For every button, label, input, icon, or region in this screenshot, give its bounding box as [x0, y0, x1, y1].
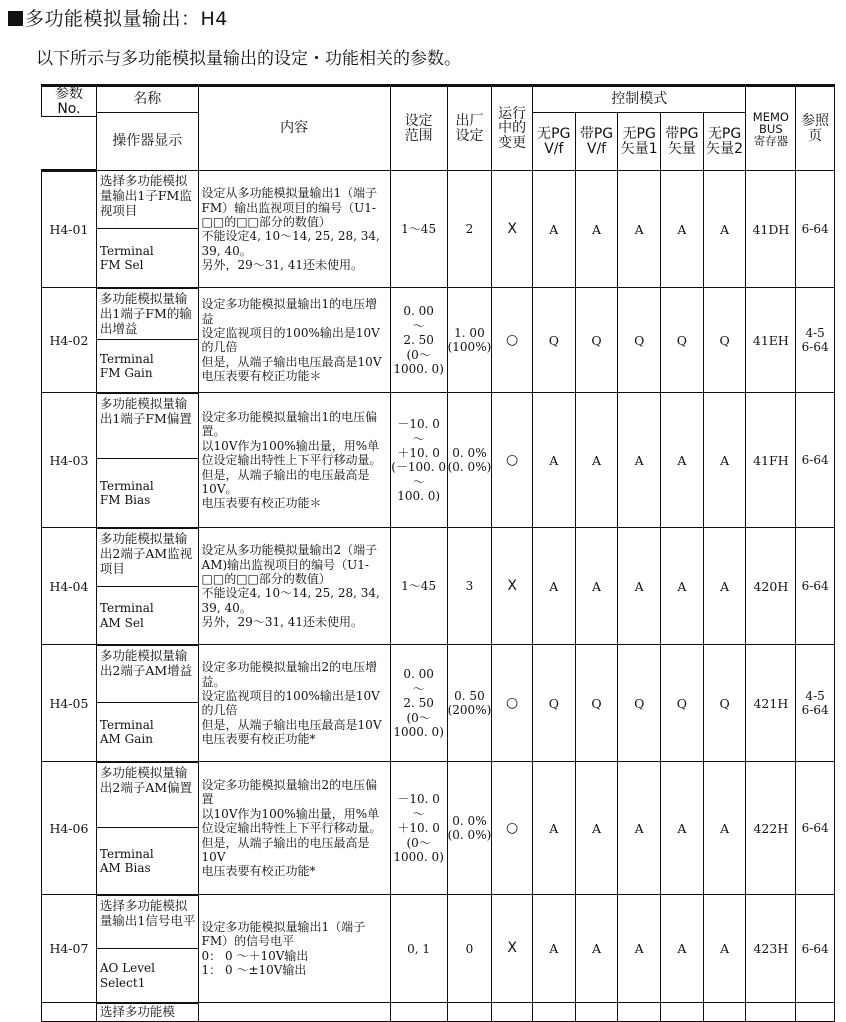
mode-1: Q	[532, 288, 575, 393]
mode-3: A	[618, 528, 661, 645]
mode-4: A	[661, 393, 704, 528]
ref-page: 4-5 6-64	[796, 288, 835, 393]
param-name: 多功能模拟量输出2端子AM监视项目	[96, 528, 198, 587]
mode-4: A	[661, 895, 704, 1003]
param-name-partial: 选择多功能模	[96, 1003, 198, 1022]
param-factory: 0. 50 (200%)	[447, 645, 492, 762]
param-no: H4-07	[42, 895, 97, 1003]
mode-3: A	[618, 171, 661, 288]
param-range: 0. 00 ～ 2. 50 (0～ 1000. 0)	[390, 645, 447, 762]
param-range: 0. 00 ～ 2. 50 (0～ 1000. 0)	[390, 288, 447, 393]
section-title: 多功能模拟量输出：H4	[8, 4, 228, 31]
memobus-register: 420H	[746, 528, 796, 645]
mode-1: Q	[532, 645, 575, 762]
memobus-register: 41FH	[746, 393, 796, 528]
mode-2: Q	[575, 288, 618, 393]
param-change: ○	[492, 645, 533, 762]
operator-display: Terminal AM Sel	[96, 587, 198, 645]
param-name: 多功能模拟量输出2端子AM偏置	[96, 762, 198, 828]
header-content: 内容	[198, 86, 390, 171]
param-change: X	[492, 895, 533, 1003]
param-factory: 0. 0% (0. 0%)	[447, 393, 492, 528]
param-desc: 设定多功能模拟量输出2的电压增益。 设定监视项目的100%输出是10V的几倍 但是，从端子输出电压最高是10V 电压表要有校正功能*	[198, 645, 390, 762]
mode-5: Q	[703, 645, 746, 762]
mode-4: A	[661, 171, 704, 288]
header-mode-4: 带PG 矢量	[661, 113, 704, 171]
param-no: H4-01	[42, 171, 97, 288]
param-factory: 1. 00 (100%)	[447, 288, 492, 393]
mode-2: Q	[575, 645, 618, 762]
mode-5: A	[703, 895, 746, 1003]
operator-display: Terminal AM Bias	[96, 828, 198, 895]
ref-page: 6-64	[796, 171, 835, 288]
param-change: ○	[492, 288, 533, 393]
parameter-table	[41, 84, 835, 1022]
header-mode-1: 无PG V/f	[532, 113, 575, 171]
ref-page: 6-64	[796, 762, 835, 895]
param-name: 选择多功能模拟量输出1信号电平	[96, 895, 198, 949]
header-mode-5: 无PG 矢量2	[703, 113, 746, 171]
mode-1: A	[532, 528, 575, 645]
param-range: 1～45	[390, 171, 447, 288]
mode-2: A	[575, 895, 618, 1003]
mode-2: A	[575, 393, 618, 528]
param-range: 0, 1	[390, 895, 447, 1003]
mode-1: A	[532, 171, 575, 288]
header-mode-3: 无PG 矢量1	[618, 113, 661, 171]
header-name: 名称	[96, 86, 198, 113]
memobus-register: 423H	[746, 895, 796, 1003]
mode-2: A	[575, 528, 618, 645]
param-change: ○	[492, 762, 533, 895]
param-no: H4-04	[42, 528, 97, 645]
param-range: －10. 0 ～ ＋10. 0 (0～ 1000. 0)	[390, 762, 447, 895]
memobus-register: 422H	[746, 762, 796, 895]
mode-3: Q	[618, 288, 661, 393]
operator-display: Terminal FM Bias	[96, 459, 198, 528]
param-no: H4-06	[42, 762, 97, 895]
memobus-register: 41DH	[746, 171, 796, 288]
param-change: X	[492, 528, 533, 645]
mode-1: A	[532, 895, 575, 1003]
param-name: 多功能模拟量输出2端子AM增益	[96, 645, 198, 703]
header-ref: 参照 页	[796, 86, 835, 171]
ref-page: 6-64	[796, 895, 835, 1003]
operator-display: Terminal FM Gain	[96, 340, 198, 393]
param-factory: 0. 0% (0. 0%)	[447, 762, 492, 895]
param-factory: 2	[447, 171, 492, 288]
param-desc: 设定从多功能模拟量输出1（端子FM）输出监视项目的编号（U1-□□的□□部分的数值） 不能设定4, 10～14, 25, 28, 34, 39, 40。 另外，29～31, 41还未使用。	[198, 171, 390, 288]
ref-page: 6-64	[796, 528, 835, 645]
param-change: ○	[492, 393, 533, 528]
param-desc: 设定多功能模拟量输出2的电压偏置 以10V作为100%输出量，用%单位设定输出特性上下平行移动量。 但是，从端子输出的电压最高是10V 电压表要有校正功能*	[198, 762, 390, 895]
mode-3: A	[618, 895, 661, 1003]
ref-page: 6-64	[796, 393, 835, 528]
param-change: X	[492, 171, 533, 288]
operator-display: Terminal AM Gain	[96, 703, 198, 762]
param-no: H4-03	[42, 393, 97, 528]
mode-5: A	[703, 528, 746, 645]
mode-1: A	[532, 393, 575, 528]
param-desc: 设定多功能模拟量输出1（端子FM）的信号电平 0： 0 ～＋10V输出 1： 0 ～±10V输出	[198, 895, 390, 1003]
param-name: 选择多功能模拟量输出1子FM监视项目	[96, 171, 198, 229]
mode-2: A	[575, 762, 618, 895]
param-factory: 0	[447, 895, 492, 1003]
operator-display: AO Level Select1	[96, 949, 198, 1003]
mode-4: A	[661, 762, 704, 895]
memobus-register: 41EH	[746, 288, 796, 393]
param-range: －10. 0 ～ ＋10. 0 (－100. 0 ～ 100. 0)	[390, 393, 447, 528]
mode-4: Q	[661, 288, 704, 393]
mode-5: A	[703, 171, 746, 288]
header-mode-2: 带PG V/f	[575, 113, 618, 171]
mode-2: A	[575, 171, 618, 288]
mode-3: Q	[618, 645, 661, 762]
operator-display: Terminal FM Sel	[96, 229, 198, 288]
param-no: H4-02	[42, 288, 97, 393]
header-factory: 出厂 设定	[447, 86, 492, 171]
param-desc: 设定多功能模拟量输出1的电压偏置。 以10V作为100%输出量，用%单位设定输出特性上下平行移动量。 但是，从端子输出的电压最高是10V。 电压表要有校正功能＊	[198, 393, 390, 528]
mode-5: Q	[703, 288, 746, 393]
mode-1: A	[532, 762, 575, 895]
header-range: 设定 范围	[390, 86, 447, 171]
param-desc: 设定从多功能模拟量输出2（端子AM)输出监视项目的编号（U1-□□的□□部分的数值） 不能设定4, 10～14, 25, 28, 34, 39, 40。 另外，29～31, 41还未使用。	[198, 528, 390, 645]
param-name: 多功能模拟量输出1端子FM的输出增益	[96, 288, 198, 340]
header-display: 操作器显示	[96, 113, 198, 171]
mode-3: A	[618, 762, 661, 895]
square-bullet-icon	[8, 11, 23, 26]
mode-4: A	[661, 528, 704, 645]
header-control-modes: 控制模式	[532, 86, 745, 113]
mode-3: A	[618, 393, 661, 528]
param-desc: 设定多功能模拟量输出1的电压增益 设定监视项目的100%输出是10V的几倍 但是，从端子输出电压最高是10V电压表要有校正功能＊	[198, 288, 390, 393]
param-factory: 3	[447, 528, 492, 645]
mode-5: A	[703, 393, 746, 528]
mode-4: Q	[661, 645, 704, 762]
ref-page: 4-5 6-64	[796, 645, 835, 762]
header-param-no: 参数 No.	[42, 86, 97, 117]
header-memobus: MEMO BUS 寄存器	[746, 86, 796, 171]
param-range: 1～45	[390, 528, 447, 645]
param-name: 多功能模拟量输出1端子FM偏置	[96, 393, 198, 459]
memobus-register: 421H	[746, 645, 796, 762]
section-intro: 以下所示与多功能模拟量输出的设定・功能相关的参数。	[36, 49, 461, 69]
mode-5: A	[703, 762, 746, 895]
header-change: 运行 中的 变更	[492, 86, 533, 171]
param-no: H4-05	[42, 645, 97, 762]
